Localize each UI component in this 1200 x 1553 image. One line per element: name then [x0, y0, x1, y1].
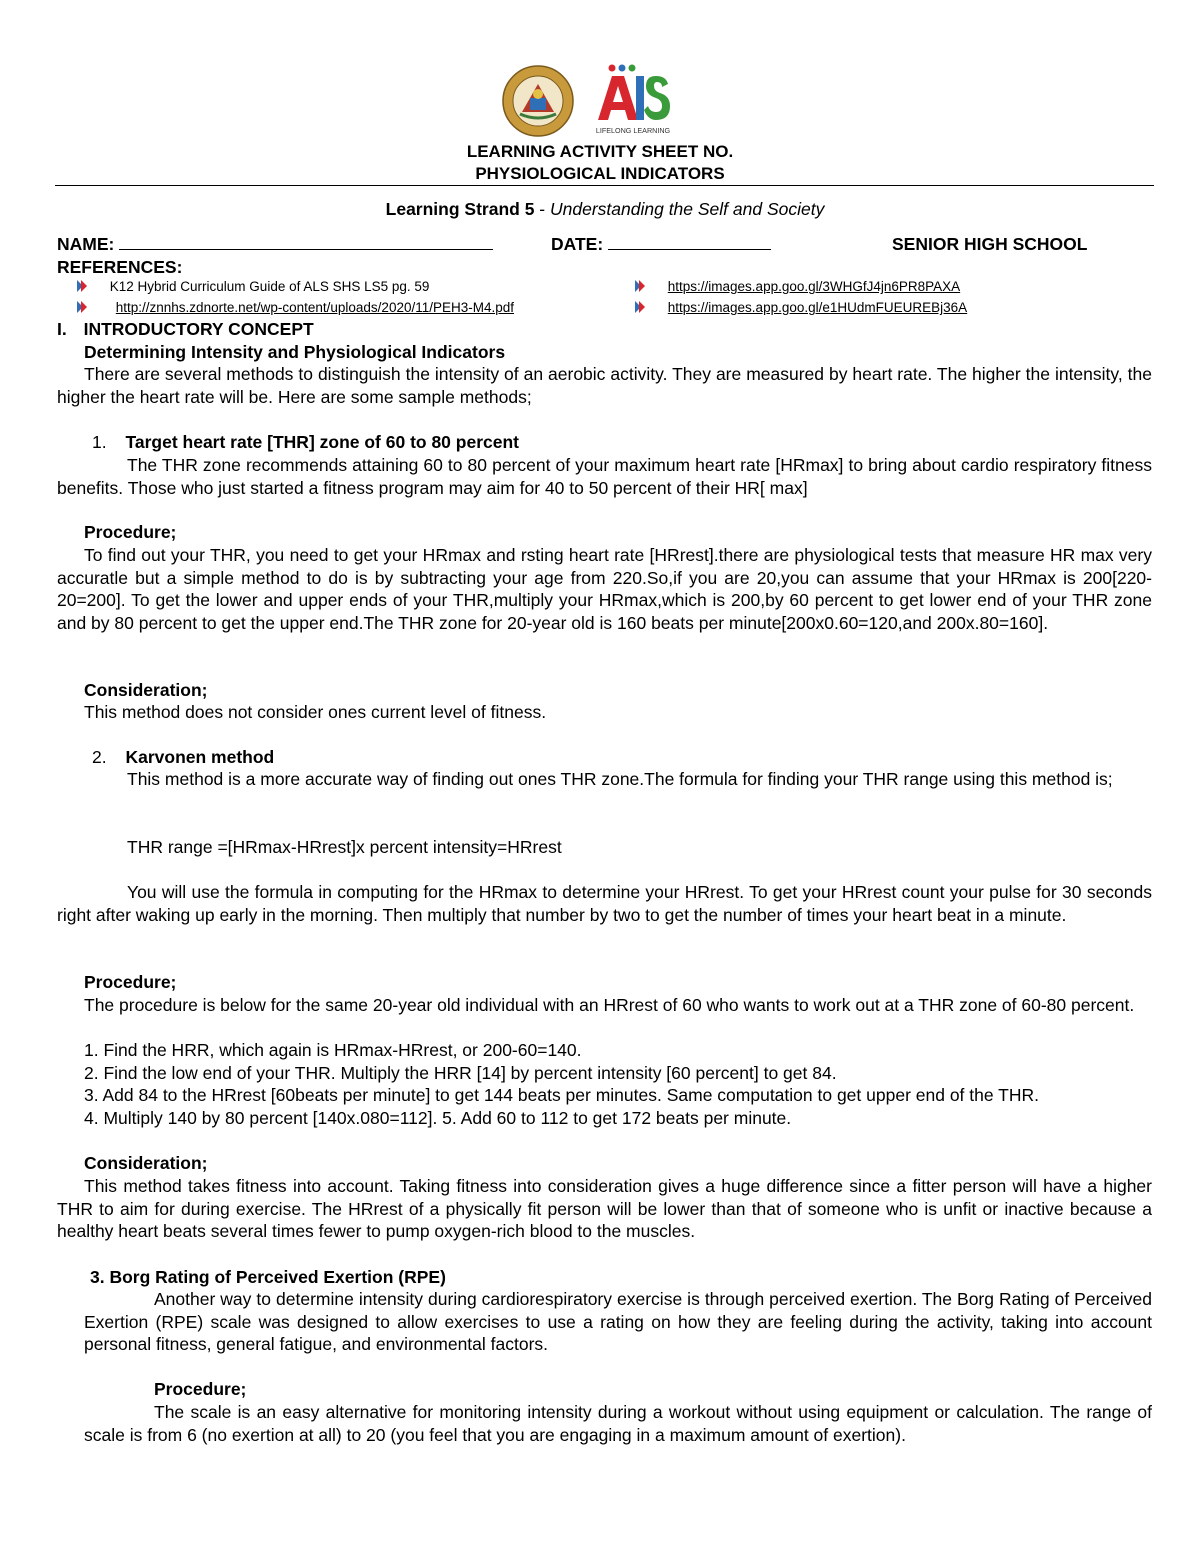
procedure-label: Procedure;	[154, 1379, 247, 1399]
reference-link[interactable]: http://znnhs.zdnorte.net/wp-content/uploads/2020/11/PEH3-M4.pdf	[115, 300, 515, 315]
reference-item	[632, 298, 967, 318]
strand-label: Learning Strand 5	[385, 199, 535, 219]
arrow-bullet-icon	[74, 278, 90, 294]
reference-item	[74, 298, 514, 318]
consideration-label: Consideration;	[84, 1153, 208, 1173]
strand-separator: -	[534, 199, 550, 219]
division-seal-logo	[500, 64, 576, 138]
procedure-paragraph: To find out your THR, you need to get your HRmax and rsting heart rate [HRrest].there are physiological tests that measure HR max very accuratle but a simple method to do is by subtracting your age from 220.So,if you are 20,you can assume that your HRmax is 200[220-20=200]. To get the lower and upper ends of your THR,multiply your HRmax,which is 200,by 60 percent to get lower end of your THR zone and by 80 percent to get the upper end.The THR zone for 20-year old is 160 beats per minute[200x0.60=120,and 200x.80=160].	[57, 545, 1152, 633]
references-label: REFERENCES:	[57, 257, 183, 277]
name-label: NAME:	[57, 234, 115, 254]
sheet-subtitle: PHYSIOLOGICAL INDICATORS	[475, 164, 725, 183]
header-divider	[55, 185, 1154, 186]
method-description: Another way to determine intensity during cardiorespiratory exercise is through perceived exertion. The Borg Rating of Perceived Exertion (RPE) scale was designed to allow exercises to use a rating on how they are feeling during the activity, taking into account personal fitness, general fatigue, and environmental factors.	[84, 1289, 1152, 1355]
arrow-bullet-icon	[74, 299, 90, 315]
reference-item	[74, 277, 429, 297]
school-level: SENIOR HIGH SCHOOL	[892, 234, 1088, 254]
procedure-label: Procedure;	[84, 972, 177, 992]
method-title: Karvonen method	[125, 747, 275, 767]
section-numeral: I.	[57, 319, 67, 339]
procedure-intro: The procedure is below for the same 20-year old individual with an HRrest of 60 who wants to work out at a THR zone of 60-80 percent.	[84, 995, 1135, 1015]
method-heading	[92, 746, 274, 769]
section-heading	[57, 318, 314, 341]
date-field	[551, 233, 771, 256]
method-number: 1.	[92, 432, 107, 452]
method-heading: 3. Borg Rating of Perceived Exertion (RPE)	[90, 1267, 446, 1287]
procedure-label: Procedure;	[84, 522, 177, 542]
consideration-text: This method does not consider ones current level of fitness.	[84, 702, 547, 722]
procedure-step: 1. Find the HRR, which again is HRmax-HRrest, or 200-60=140.	[84, 1040, 582, 1060]
karvonen-formula: THR range =[HRmax-HRrest]x percent intensity=HRrest	[127, 837, 562, 857]
section-title: INTRODUCTORY CONCEPT	[83, 319, 314, 339]
intro-paragraph: There are several methods to distinguish the intensity of an aerobic activity. They are measured by heart rate. The higher the intensity, the higher the heart rate will be. Here are some sample methods;	[57, 364, 1152, 407]
method-description: The THR zone recommends attaining 60 to 80 percent of your maximum heart rate [HRmax] to bring about cardio respiratory fitness benefits. Those who just started a fitness program may aim for 40 to 50 percent of their HR[ max]	[57, 455, 1152, 498]
sheet-title: LEARNING ACTIVITY SHEET NO.	[466, 142, 734, 161]
section-subheading: Determining Intensity and Physiological Indicators	[84, 342, 506, 362]
arrow-bullet-icon	[632, 278, 648, 294]
reference-item	[632, 277, 960, 297]
procedure-paragraph: The scale is an easy alternative for monitoring intensity during a workout without using equipment or calculation. The range of scale is from 6 (no exertion at all) to 20 (you feel that you are engaging in a maximum amount of exertion).	[84, 1402, 1152, 1445]
procedure-step: 3. Add 84 to the HRrest [60beats per minute] to get 144 beats per minutes. Same computation to get upper end of the THR.	[84, 1085, 1039, 1105]
name-blank[interactable]	[119, 233, 493, 250]
consideration-label: Consideration;	[84, 680, 208, 700]
date-label: DATE:	[551, 234, 604, 254]
reference-text: K12 Hybrid Curriculum Guide of ALS SHS LS5 pg. 59	[109, 279, 430, 294]
date-blank[interactable]	[608, 233, 771, 250]
method-title: Target heart rate [THR] zone of 60 to 80 percent	[125, 432, 519, 452]
procedure-step: 2. Find the low end of your THR. Multiply the HRR [14] by percent intensity [60 percent] to get 84.	[84, 1063, 837, 1083]
method-description-2: You will use the formula in computing for the HRmax to determine your HRrest. To get your HRrest count your pulse for 30 seconds right after waking up early in the morning. Then multiply that number by two to get the number of times your heart beat in a minute.	[57, 882, 1152, 925]
als-logo	[592, 62, 674, 138]
procedure-step: 4. Multiply 140 by 80 percent [140x.080=112]. 5. Add 60 to 112 to get 172 beats per minute.	[84, 1108, 792, 1128]
method-number: 2.	[92, 747, 107, 767]
strand-description: Understanding the Self and Society	[550, 199, 825, 219]
consideration-paragraph: This method takes fitness into account. Taking fitness into consideration gives a huge difference since a fitter person will have a higher THR to aim for during exercise. The HRrest of a physically fit person will be lower than that of someone who is unfit or inactive because a healthy heart beats several times fewer to pump oxygen-rich blood to the muscles.	[57, 1176, 1152, 1242]
als-tagline: LIFELONG LEARNING	[595, 126, 671, 135]
reference-link[interactable]: https://images.app.goo.gl/3WHGfJ4jn6PR8PAXA	[667, 279, 961, 294]
method-description: This method is a more accurate way of finding out ones THR zone.The formula for finding your THR range using this method is;	[127, 769, 1113, 789]
learning-strand	[0, 198, 1200, 221]
arrow-bullet-icon	[632, 299, 648, 315]
reference-link[interactable]: https://images.app.goo.gl/e1HUdmFUEUREBj36A	[667, 300, 968, 315]
method-heading	[92, 431, 519, 454]
name-field	[57, 233, 493, 256]
